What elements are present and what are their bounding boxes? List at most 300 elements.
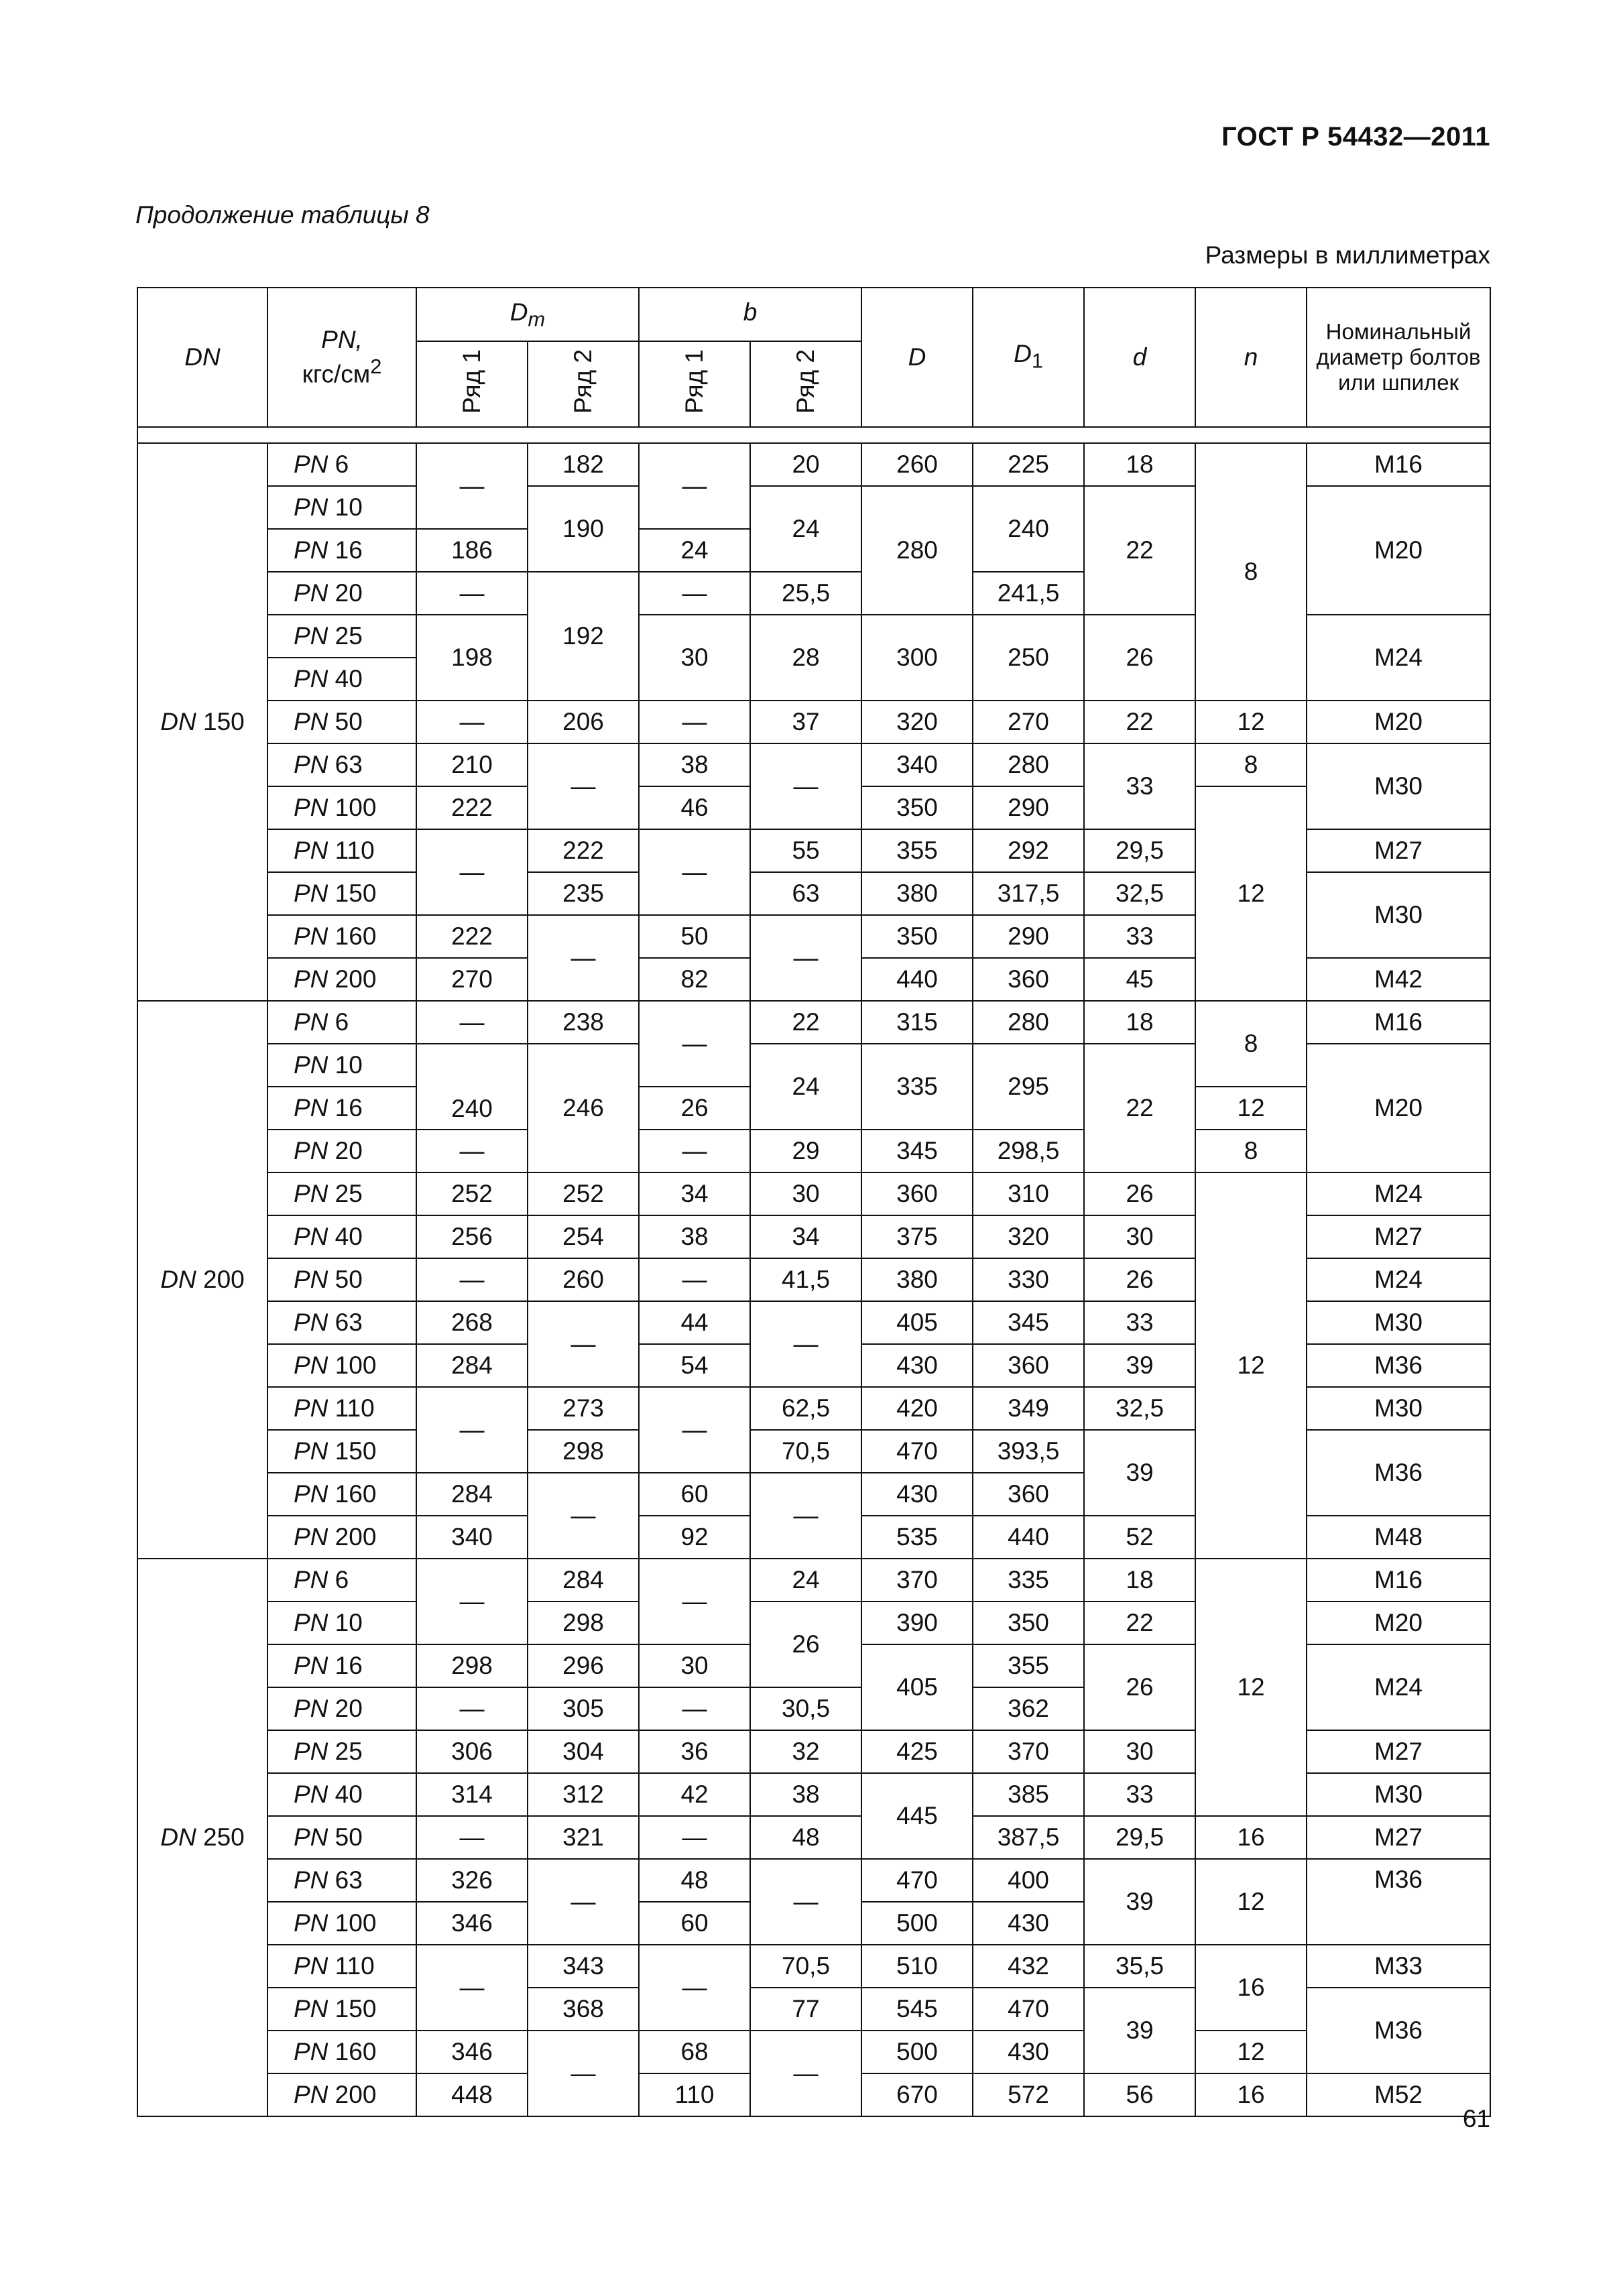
b1-cell: 54 [639, 1344, 750, 1387]
col-header-dm-row1: Ряд 1 [416, 341, 528, 427]
d-cell: 380 [861, 872, 973, 915]
d-cell: 375 [861, 1215, 973, 1258]
dm1-cell: 346 [416, 2031, 528, 2073]
d-cell: 420 [861, 1387, 973, 1430]
b1-cell: 30 [639, 1644, 750, 1687]
bolt-cell: M20 [1307, 701, 1490, 743]
b2-cell: 37 [750, 701, 861, 743]
d1-cell: 335 [973, 1559, 1084, 1602]
pn-cell: PN 20 [267, 1130, 416, 1172]
units-note: Размеры в миллиметрах [1205, 241, 1490, 269]
pn-cell: PN 20 [267, 1687, 416, 1730]
col-header-n: n [1195, 288, 1307, 427]
b2-cell: 48 [750, 1816, 861, 1859]
dhole-cell: 22 [1084, 486, 1195, 615]
bolt-cell: M42 [1307, 958, 1490, 1001]
page-number: 61 [1462, 2105, 1490, 2132]
n-cell: 16 [1195, 2073, 1307, 2116]
dm1-cell: 252 [416, 1172, 528, 1215]
dm2-cell: 321 [528, 1816, 639, 1859]
dn-cell: DN 250 [137, 1559, 267, 2116]
dm2-cell: 298 [528, 1430, 639, 1473]
pn-cell: PN 110 [267, 1945, 416, 1988]
dm2-cell: — [528, 1473, 639, 1559]
b2-cell: 70,5 [750, 1430, 861, 1473]
d1-cell: 292 [973, 829, 1084, 872]
bolt-cell: M52 [1307, 2073, 1490, 2116]
d1-cell: 387,5 [973, 1816, 1084, 1859]
dhole-cell: 26 [1084, 1258, 1195, 1301]
dm1-cell: — [416, 1559, 528, 1644]
dm2-cell: 312 [528, 1773, 639, 1816]
b2-cell: 32 [750, 1730, 861, 1773]
d-cell: 445 [861, 1773, 973, 1859]
b2-cell: — [750, 1859, 861, 1945]
bolt-cell: M27 [1307, 1730, 1490, 1773]
col-header-dm-row2: Ряд 2 [528, 341, 639, 427]
n-cell: 8 [1195, 1001, 1307, 1087]
bolt-cell: M36 [1307, 1344, 1490, 1387]
dm1-cell: 270 [416, 958, 528, 1001]
dm1-cell: 340 [416, 1516, 528, 1559]
dm2-cell: 368 [528, 1988, 639, 2031]
dm2-cell: — [528, 1301, 639, 1387]
col-header-dn: DN [137, 288, 267, 427]
dm1-cell: 326 [416, 1859, 528, 1902]
b1-cell: — [639, 1816, 750, 1859]
b1-cell: 36 [639, 1730, 750, 1773]
pn-cell: PN 16 [267, 1087, 416, 1130]
dm1-cell: — [416, 1387, 528, 1473]
bolt-cell: M30 [1307, 1301, 1490, 1344]
dhole-cell: 56 [1084, 2073, 1195, 2116]
d-cell: 430 [861, 1473, 973, 1516]
pn-cell: PN 6 [267, 1001, 416, 1044]
n-cell: 12 [1195, 1087, 1307, 1130]
dm2-cell: — [528, 743, 639, 829]
b2-cell: 29 [750, 1130, 861, 1172]
b1-cell: — [639, 1687, 750, 1730]
b2-cell: — [750, 743, 861, 829]
dm1-cell: — [416, 701, 528, 743]
b1-cell: — [639, 1001, 750, 1087]
dhole-cell: 33 [1084, 1773, 1195, 1816]
d1-cell: 360 [973, 1473, 1084, 1516]
table-row [137, 1859, 1490, 1902]
pn-cell: PN 160 [267, 1473, 416, 1516]
pn-cell: PN 6 [267, 1559, 416, 1602]
d1-cell: 470 [973, 1988, 1084, 2031]
dhole-cell: 39 [1084, 1430, 1195, 1516]
dm2-cell: 254 [528, 1215, 639, 1258]
dm2-cell: 304 [528, 1730, 639, 1773]
pn-cell: PN 16 [267, 1644, 416, 1687]
bolt-cell: M30 [1307, 1387, 1490, 1430]
bolt-cell: M24 [1307, 1644, 1490, 1730]
dm1-cell: 284 [416, 1344, 528, 1387]
d1-cell: 290 [973, 915, 1084, 958]
d-cell: 280 [861, 486, 973, 615]
b2-cell: 41,5 [750, 1258, 861, 1301]
d1-cell: 280 [973, 1001, 1084, 1044]
b1-cell: — [639, 1945, 750, 2031]
dm2-cell: 343 [528, 1945, 639, 1988]
d-cell: 390 [861, 1602, 973, 1644]
col-header-bolt-diameter: Номинальный диаметр болтов или шпилек [1307, 288, 1490, 427]
d-cell: 405 [861, 1301, 973, 1344]
b1-cell: 92 [639, 1516, 750, 1559]
d1-cell: 345 [973, 1301, 1084, 1344]
d-cell: 425 [861, 1730, 973, 1773]
n-cell: 8 [1195, 743, 1307, 786]
pn-cell: PN 50 [267, 701, 416, 743]
bolt-cell: M36 [1307, 1430, 1490, 1516]
dhole-cell: 26 [1084, 615, 1195, 701]
dm1-cell: — [416, 1001, 528, 1044]
b1-cell: — [639, 443, 750, 529]
col-header-dm: $D_m$ [416, 288, 639, 341]
b1-cell: 48 [639, 1859, 750, 1902]
dm2-cell: 222 [528, 829, 639, 872]
dhole-cell: 52 [1084, 1516, 1195, 1559]
flange-dimensions-table [137, 287, 1491, 2117]
pn-cell: PN 150 [267, 1988, 416, 2031]
col-header-d-outer: D [861, 288, 973, 427]
d1-cell: 360 [973, 1344, 1084, 1387]
table-row [137, 1130, 1490, 1172]
dhole-cell: 18 [1084, 443, 1195, 486]
pn-cell: PN 6 [267, 443, 416, 486]
bolt-cell: M27 [1307, 1215, 1490, 1258]
b1-cell: 82 [639, 958, 750, 1001]
bolt-cell: M33 [1307, 1945, 1490, 1988]
dm1-cell: 314 [416, 1773, 528, 1816]
dhole-cell: 29,5 [1084, 1816, 1195, 1859]
pn-cell: PN 160 [267, 2031, 416, 2073]
dm2-cell: 206 [528, 701, 639, 743]
dhole-cell: 26 [1084, 1644, 1195, 1730]
d-cell: 260 [861, 443, 973, 486]
bolt-cell: M20 [1307, 486, 1490, 615]
d1-cell: 290 [973, 786, 1084, 829]
dhole-cell: 32,5 [1084, 872, 1195, 915]
dm2-cell: 238 [528, 1001, 639, 1044]
dhole-cell: 29,5 [1084, 829, 1195, 872]
b2-cell: — [750, 1473, 861, 1559]
dm2-cell: 246 [528, 1044, 639, 1172]
dm2-cell: 182 [528, 443, 639, 486]
b1-cell: — [639, 701, 750, 743]
pn-cell: PN 200 [267, 958, 416, 1001]
b2-cell: 55 [750, 829, 861, 872]
b1-cell: 26 [639, 1087, 750, 1130]
d-cell: 470 [861, 1859, 973, 1902]
col-header-pn: PN, кгс/$см^2$ [267, 288, 416, 427]
d1-cell: 295 [973, 1044, 1084, 1130]
pn-cell: PN 50 [267, 1258, 416, 1301]
pn-cell: PN 110 [267, 1387, 416, 1430]
dm1-cell: — [416, 1816, 528, 1859]
dm2-cell: — [528, 2031, 639, 2116]
dm2-cell: 296 [528, 1644, 639, 1687]
pn-cell: PN 40 [267, 658, 416, 701]
pn-cell: PN 200 [267, 1516, 416, 1559]
b2-cell: 77 [750, 1988, 861, 2031]
d1-cell: 241,5 [973, 572, 1084, 615]
d1-cell: 393,5 [973, 1430, 1084, 1473]
pn-cell: PN 100 [267, 1902, 416, 1945]
b1-cell: 44 [639, 1301, 750, 1344]
bolt-cell: M16 [1307, 1559, 1490, 1602]
pn-cell: PN 25 [267, 615, 416, 658]
d1-cell: 440 [973, 1516, 1084, 1559]
dhole-cell: 18 [1084, 1559, 1195, 1602]
dhole-cell: 26 [1084, 1172, 1195, 1215]
n-cell: 12 [1195, 1859, 1307, 1945]
d1-cell: 360 [973, 958, 1084, 1001]
n-cell: 16 [1195, 1816, 1307, 1859]
b1-cell: 24 [639, 529, 750, 572]
dm1-cell: 256 [416, 1215, 528, 1258]
d-cell: 360 [861, 1172, 973, 1215]
dm2-cell: 260 [528, 1258, 639, 1301]
dhole-cell: 32,5 [1084, 1387, 1195, 1430]
d-cell: 470 [861, 1430, 973, 1473]
dm1-cell: 222 [416, 915, 528, 958]
b2-cell: 28 [750, 615, 861, 701]
dn-cell: DN 200 [137, 1001, 267, 1559]
b1-cell: — [639, 829, 750, 915]
d-cell: 545 [861, 1988, 973, 2031]
b2-cell: — [750, 915, 861, 1001]
b1-cell: 68 [639, 2031, 750, 2073]
b1-cell: — [639, 1258, 750, 1301]
pn-cell: PN 40 [267, 1215, 416, 1258]
dm1-cell: — [416, 572, 528, 615]
dm1-cell: — [416, 1258, 528, 1301]
dm1-cell: — [416, 1945, 528, 2031]
d-cell: 380 [861, 1258, 973, 1301]
dhole-cell: 30 [1084, 1730, 1195, 1773]
col-header-b-row2: Ряд 2 [750, 341, 861, 427]
d1-cell: 400 [973, 1859, 1084, 1902]
b2-cell: 30,5 [750, 1687, 861, 1730]
n-cell: 16 [1195, 1945, 1307, 2031]
dm1-cell: 298 [416, 1644, 528, 1687]
b2-cell: 24 [750, 1559, 861, 1602]
b1-cell: — [639, 1130, 750, 1172]
pn-cell: PN 63 [267, 1859, 416, 1902]
dhole-cell: 39 [1084, 1344, 1195, 1387]
b1-cell: 42 [639, 1773, 750, 1816]
bolt-cell: M20 [1307, 1602, 1490, 1644]
b2-cell: 26 [750, 1602, 861, 1687]
dhole-cell: 18 [1084, 1001, 1195, 1044]
bolt-cell: M16 [1307, 1001, 1490, 1044]
d-cell: 350 [861, 915, 973, 958]
pn-cell: PN 10 [267, 1044, 416, 1087]
dhole-cell: 39 [1084, 1988, 1195, 2073]
b2-cell: 38 [750, 1773, 861, 1816]
dn-cell: DN 150 [137, 443, 267, 1001]
b2-cell: 30 [750, 1172, 861, 1215]
b2-cell: 20 [750, 443, 861, 486]
b2-cell: 24 [750, 486, 861, 572]
bolt-cell: M16 [1307, 443, 1490, 486]
d1-cell: 355 [973, 1644, 1084, 1687]
dm1-cell: 306 [416, 1730, 528, 1773]
col-header-b-row1: Ряд 1 [639, 341, 750, 427]
pn-cell: PN 150 [267, 1430, 416, 1473]
table-row [137, 743, 1490, 786]
b1-cell: — [639, 1559, 750, 1644]
dm1-cell: — [416, 443, 528, 529]
bolt-cell: M24 [1307, 1258, 1490, 1301]
pn-cell: PN 16 [267, 529, 416, 572]
dhole-cell: 35,5 [1084, 1945, 1195, 1988]
b1-cell: — [639, 572, 750, 615]
dhole-cell: 33 [1084, 915, 1195, 958]
dm1-cell: 198 [416, 615, 528, 701]
bolt-cell: M30 [1307, 1773, 1490, 1816]
pn-cell: PN 110 [267, 829, 416, 872]
dm2-cell: 252 [528, 1172, 639, 1215]
pn-cell: PN 25 [267, 1730, 416, 1773]
dhole-cell: 33 [1084, 1301, 1195, 1344]
d-cell: 350 [861, 786, 973, 829]
d-cell: 300 [861, 615, 973, 701]
b1-cell: — [639, 1387, 750, 1473]
d-cell: 430 [861, 1344, 973, 1387]
d-cell: 440 [861, 958, 973, 1001]
pn-cell: PN 200 [267, 2073, 416, 2116]
dm2-cell: 192 [528, 572, 639, 701]
bolt-cell: M36 [1307, 1988, 1490, 2073]
col-header-d-hole: d [1084, 288, 1195, 427]
table-row [137, 2031, 1490, 2073]
dm1-cell: 210 [416, 743, 528, 786]
dhole-cell: 22 [1084, 1602, 1195, 1644]
dm2-cell: — [528, 915, 639, 1001]
dm2-cell: 235 [528, 872, 639, 915]
b2-cell: 63 [750, 872, 861, 915]
d1-cell: 320 [973, 1215, 1084, 1258]
b2-cell: 62,5 [750, 1387, 861, 1430]
b1-cell: 110 [639, 2073, 750, 2116]
b2-cell: 34 [750, 1215, 861, 1258]
d1-cell: 430 [973, 1902, 1084, 1945]
dm2-cell: — [528, 1859, 639, 1945]
pn-cell: PN 100 [267, 786, 416, 829]
bolt-cell: M30 [1307, 872, 1490, 958]
n-cell: 8 [1195, 443, 1307, 701]
d-cell: 335 [861, 1044, 973, 1130]
b1-cell: 38 [639, 1215, 750, 1258]
dhole-cell: 30 [1084, 1215, 1195, 1258]
dm1-cell: 448 [416, 2073, 528, 2116]
n-cell: 8 [1195, 1130, 1307, 1172]
bolt-cell: M20 [1307, 1044, 1490, 1172]
d1-cell: 250 [973, 615, 1084, 701]
d1-cell: 270 [973, 701, 1084, 743]
dm1-cell: 284 [416, 1473, 528, 1516]
dm2-cell: 190 [528, 486, 639, 572]
dm1-cell: 222 [416, 786, 528, 829]
d1-cell: 317,5 [973, 872, 1084, 915]
d1-cell: 432 [973, 1945, 1084, 1988]
dhole-cell: 33 [1084, 743, 1195, 829]
pn-cell: PN 160 [267, 915, 416, 958]
bolt-cell: M36 [1307, 1859, 1490, 1945]
d1-cell: 330 [973, 1258, 1084, 1301]
table-row [137, 1001, 1490, 1044]
d1-cell: 362 [973, 1687, 1084, 1730]
d-cell: 345 [861, 1130, 973, 1172]
b2-cell: — [750, 1301, 861, 1387]
dm1-cell: 186 [416, 529, 528, 572]
b2-cell: 24 [750, 1044, 861, 1130]
b1-cell: 50 [639, 915, 750, 958]
col-header-d1: $D_1$ [973, 288, 1084, 427]
d-cell: 355 [861, 829, 973, 872]
d1-cell: 350 [973, 1602, 1084, 1644]
dm1-cell: — [416, 829, 528, 915]
d-cell: 370 [861, 1559, 973, 1602]
dm2-cell: 298 [528, 1602, 639, 1644]
d-cell: 510 [861, 1945, 973, 1988]
pn-cell: PN 25 [267, 1172, 416, 1215]
pn-cell: PN 150 [267, 872, 416, 915]
dhole-cell: 39 [1084, 1859, 1195, 1945]
d1-cell: 240 [973, 486, 1084, 572]
d-cell: 340 [861, 743, 973, 786]
dm2-cell: 305 [528, 1687, 639, 1730]
table-row [137, 701, 1490, 743]
n-cell: 12 [1195, 1559, 1307, 1816]
d-cell: 405 [861, 1644, 973, 1730]
d1-cell: 572 [973, 2073, 1084, 2116]
dm1-cell: 268 [416, 1301, 528, 1344]
dm1-cell: 346 [416, 1902, 528, 1945]
pn-cell: PN 63 [267, 1301, 416, 1344]
dm1-cell: — [416, 1687, 528, 1730]
table-continuation-caption: Продолжение таблицы 8 [135, 201, 430, 229]
table-row [137, 443, 1490, 486]
bolt-cell: M30 [1307, 743, 1490, 829]
pn-cell: PN 40 [267, 1773, 416, 1816]
pn-cell: PN 20 [267, 572, 416, 615]
table-row [137, 1816, 1490, 1859]
b2-cell: 70,5 [750, 1945, 861, 1988]
d1-cell: 349 [973, 1387, 1084, 1430]
dm1-cell: — [416, 1130, 528, 1172]
d-cell: 500 [861, 2031, 973, 2073]
dm2-cell: 273 [528, 1387, 639, 1430]
d1-cell: 298,5 [973, 1130, 1084, 1172]
b2-cell: — [750, 2031, 861, 2116]
d-cell: 315 [861, 1001, 973, 1044]
dhole-cell: 22 [1084, 701, 1195, 743]
dm1-cell: 240 [416, 1044, 528, 1130]
d1-cell: 280 [973, 743, 1084, 786]
n-cell: 12 [1195, 2031, 1307, 2073]
col-header-b: b [639, 288, 861, 341]
d-cell: 535 [861, 1516, 973, 1559]
b1-cell: 30 [639, 615, 750, 701]
d1-cell: 430 [973, 2031, 1084, 2073]
pn-cell: PN 10 [267, 486, 416, 529]
table-row [137, 1559, 1490, 1602]
